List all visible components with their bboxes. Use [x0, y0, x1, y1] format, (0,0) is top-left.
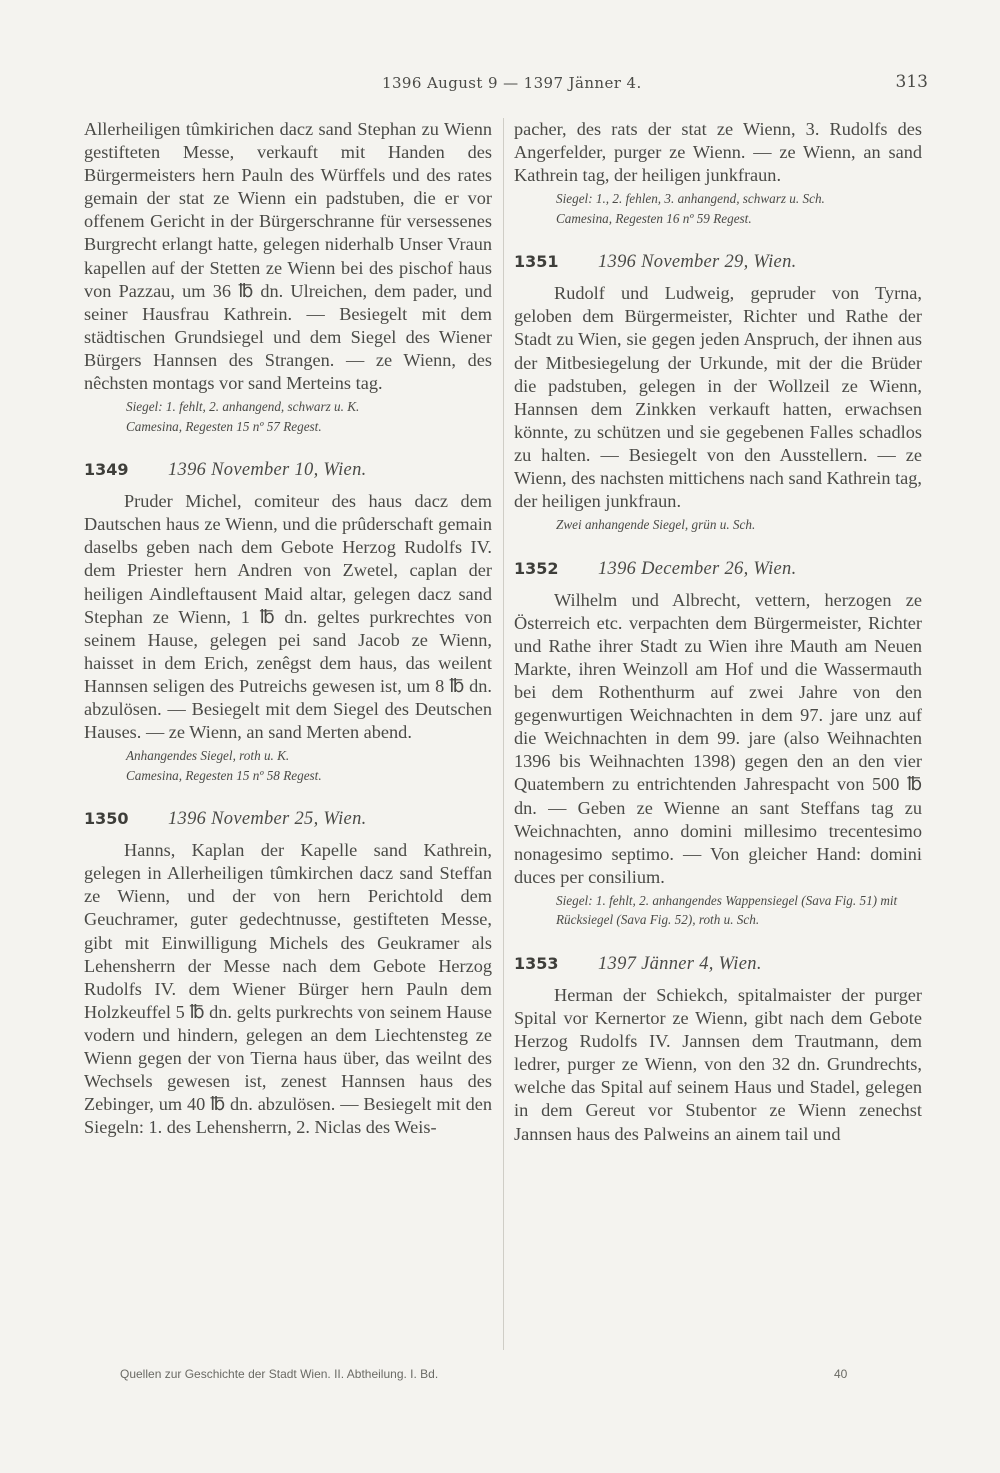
entry-heading-1353 [514, 952, 922, 976]
entry-text: Hanns, Kaplan der Kapelle sand Kathrein, gelegen in Allerheiligen tûmkirchen dacz sand Steffan ze Wienn, und der von hern Perichtold dem Geuchramer, guter gedechtnusse, gestifteten Messe, gibt mit Einwilligung Michels des Geukramer als Lehensherrn der Messe nach dem Gebote Herzog Rudolfs IV. dem Wiener Bürger hern Pauln dem Holzkeuffel 5 ℔ dn. gelts purkrechts von seinem Hause vodern und hindern, gelegen an dem Liechtensteg ze Wienn gegen der von Tierna haus über, das weilnt des Wechsels gewesen ist, zenest Hannsen haus des Zebinger, um 40 ℔ dn. abzulösen. — Besiegelt mit den Siegeln: 1. des Lehensherrn, 2. Niclas des Weis- [84, 840, 492, 1138]
seal-note: Zwei anhangende Siegel, grün u. Sch. [556, 517, 756, 533]
entry-text: Herman der Schiekch, spitalmaister der purger Spital vor Kernertor ze Wienn, gibt nach dem Gebote Herzog Rudolfs IV. Jannsen dem Trautmann, dem ledrer, purger ze Wienn, von den 32 dn. Grundrechts, welche das Spital auf seinem Haus und Stadel, gelegen in dem Gereut vor Stubentor ze Wienn zenechst Jannsen haus des Palweins an ainem tail und [514, 984, 922, 1144]
continued-text: pacher, des rats der stat ze Wienn, 3. Rudolfs des Angerfelder, purger ze Wienn. — ze Wienn, an sand Kathrein tag, der heiligen junkfraun. [514, 119, 922, 186]
seal-note: Anhangendes Siegel, roth u. K. [126, 748, 290, 764]
regest-note: Camesina, Regesten 16 nº 59 Regest. [556, 210, 752, 226]
entry-date: 1396 December 26, Wien. [598, 558, 797, 579]
entry-heading-1352 [514, 557, 922, 581]
running-head-dates: 1396 August 9 — 1397 Jänner 4. [382, 74, 642, 92]
entry-date: 1397 Jänner 4, Wien. [598, 953, 762, 974]
entry-date: 1396 November 25, Wien. [168, 809, 367, 830]
entry-number: 1349 [84, 460, 129, 480]
entry-number: 1350 [84, 809, 129, 829]
entry-number: 1353 [514, 953, 559, 973]
regest-note: Camesina, Regesten 15 nº 58 Regest. [126, 767, 322, 783]
seal-note: Siegel: 1. fehlt, 2. anhangendes Wappensiegel (Sava Fig. 51) mit Rücksiegel (Sava Fig. 52), roth u. Sch. [556, 892, 898, 928]
page-number: 313 [895, 72, 928, 92]
entry-date: 1396 November 10, Wien. [168, 460, 367, 481]
entry-heading-1351 [514, 250, 922, 274]
seal-note: Siegel: 1., 2. fehlen, 3. anhangend, schwarz u. Sch. [556, 191, 825, 207]
column-divider [503, 118, 504, 1350]
entry-text: Wilhelm und Albrecht, vettern, herzogen ze Österreich etc. verpachten dem Bürgermeister, Richter und Rathe ihrer Stadt zu Wien ihre Mauth am Neuen Markte, ihren Weinzoll am Hof und die Wassermauth bei dem Rothenthurm auf zwei Jahre von den gegenwurtigen Weichnachten in dem 97. jare unz auf die Weichnachten in dem 99. jare (also Weihnachten 1396 bis Weihnachten 1398) gegen den an den vier Quatembern zu entrichtenden Jahrespacht von 500 ℔ dn. — Geben ze Wienne an sant Steffans tag zu Weichnachten, anno domini millesimo trecentesimo nonagesimo septimo. — Von gleicher Hand: domini duces per consilium. [514, 589, 922, 887]
signature-mark: 40 [834, 1367, 848, 1381]
seal-note: Siegel: 1. fehlt, 2. anhangend, schwarz u. K. [126, 399, 360, 415]
entry-heading-1350 [84, 807, 492, 831]
entry-number: 1351 [514, 252, 559, 272]
regest-note: Camesina, Regesten 15 nº 57 Regest. [126, 418, 322, 434]
running-head [0, 74, 1000, 98]
left-column [84, 118, 492, 1139]
entry-text: Rudolf und Ludweig, gepruder von Tyrna, geloben dem Bürgermeister, Richter und Rathe der Stadt zu Wien, sie gegen jeden Anspruch, der ihnen aus der Mitbesiegelung der Urkunde, mit der die Brüder die padstuben, gelegen in der Wollzeil ze Wienn, Hannsen dem Zinkken verkauft hatten, erwachsen könnte, zu schützen und sie gegebenen Falles schadlos zu halten. — Besiegelt von den Ausstellern. — ze Wienn, des nachsten mittichens nach sand Kathrein tag, der heiligen junkfraun. [514, 283, 922, 512]
entry-heading-1349 [84, 458, 492, 482]
series-title: Quellen zur Geschichte der Stadt Wien. II. Abtheilung. I. Bd. [120, 1367, 439, 1381]
right-column [514, 118, 922, 1146]
entry-date: 1396 November 29, Wien. [598, 252, 797, 273]
entry-number: 1352 [514, 558, 559, 578]
entry-text: Pruder Michel, comiteur des haus dacz dem Dautschen haus ze Wienn, und die prûderschaft gemain daselbs geben nach dem Gebote Herzog Rudolfs IV. dem Priester hern Andren von Zwetel, caplan der heiligen Aindleftausent Maid altar, gelegen dacz sand Stephan ze Wienn, 1 ℔ dn. geltes purkrechtes von seinem Hause, gelegen pei sand Jacob ze Wienn, haisset in dem Erich, zenêgst dem haus, das weilent Hannsen seligen des Putreichs gewesen ist, um 8 ℔ dn. abzulösen. — Besiegelt mit dem Siegel des Deutschen Hauses. — ze Wienn, an sand Merten abend. [84, 491, 492, 743]
continued-text: Allerheiligen tûmkirichen dacz sand Stephan zu Wienn gestifteten Messe, verkauft mit Handen des Bürgermeisters hern Pauln des Würffels und des rates gemain der stat ze Wienn ein padstuben, die er vor offenem Gericht in der Bürgerschranne für versessenes Burgrecht erlangt hatte, gelegen niderhalb Unser Vraun kapellen auf der Stetten ze Wienn bei des pischof haus von Pazzau, um 36 ℔ dn. Ulreichen, dem pader, und seiner Hausfrau Kathrein. — Besiegelt mit dem städtischen Grundsiegel und dem Siegel des Wiener Bürgers Hannsen des Strangen. — ze Wienn, des nêchsten montags vor sand Merteins tag. [84, 119, 492, 394]
